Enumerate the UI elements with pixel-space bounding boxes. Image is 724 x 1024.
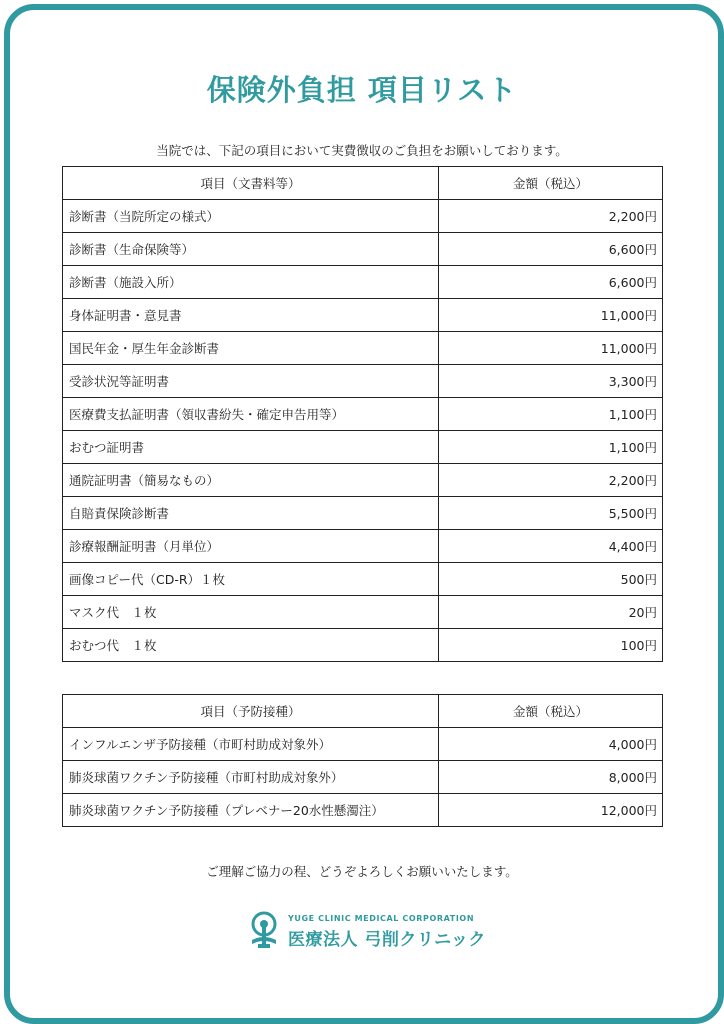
vaccine-table-body: [63, 728, 663, 827]
table-row: [63, 629, 663, 662]
fee-item-name: 医療費支払証明書（領収書紛失・確定申告用等）: [63, 398, 439, 431]
header-price: 金額（税込）: [439, 695, 663, 728]
table-row: [63, 761, 663, 794]
documents-table-body: [63, 200, 663, 662]
fee-item-name: おむつ代 １枚: [63, 629, 439, 662]
logo-english-name: YUGE CLINIC MEDICAL CORPORATION: [288, 914, 475, 923]
clinic-emblem-icon: [248, 910, 284, 950]
fee-item-name: 通院証明書（簡易なもの）: [63, 464, 439, 497]
table-header-row: [63, 695, 663, 728]
table-row: [63, 596, 663, 629]
table-row: [63, 563, 663, 596]
fee-amount: 11,000円: [439, 332, 663, 365]
table-row: [63, 200, 663, 233]
table-row: [63, 365, 663, 398]
fee-amount: 20円: [439, 596, 663, 629]
fee-amount: 100円: [439, 629, 663, 662]
table-row: [63, 431, 663, 464]
table-row: [63, 299, 663, 332]
page-title: 保険外負担 項目リスト: [206, 73, 518, 107]
fee-item-name: 肺炎球菌ワクチン予防接種（市町村助成対象外）: [63, 761, 439, 794]
table-row: [63, 497, 663, 530]
fee-item-name: 診断書（生命保険等）: [63, 233, 439, 266]
fee-item-name: 自賠責保険診断書: [63, 497, 439, 530]
fee-item-name: 診断書（施設入所）: [63, 266, 439, 299]
fee-amount: 6,600円: [439, 266, 663, 299]
header-item: 項目（文書料等）: [63, 167, 439, 200]
fee-amount: 6,600円: [439, 233, 663, 266]
table-row: [63, 266, 663, 299]
fee-amount: 11,000円: [439, 299, 663, 332]
fee-item-name: おむつ証明書: [63, 431, 439, 464]
fee-item-name: 診療報酬証明書（月単位）: [63, 530, 439, 563]
fee-amount: 8,000円: [439, 761, 663, 794]
fee-amount: 4,400円: [439, 530, 663, 563]
table-row: [63, 332, 663, 365]
fee-amount: 2,200円: [439, 200, 663, 233]
fee-item-name: 身体証明書・意見書: [63, 299, 439, 332]
fee-amount: 12,000円: [439, 794, 663, 827]
intro-text: 当院では、下記の項目において実費徴収のご負担をお願いしております。: [156, 143, 568, 158]
table-row: [63, 728, 663, 761]
fee-item-name: 画像コピー代（CD-R）１枚: [63, 563, 439, 596]
fee-item-name: 受診状況等証明書: [63, 365, 439, 398]
fee-item-name: 肺炎球菌ワクチン予防接種（プレベナー20水性懸濁注）: [63, 794, 439, 827]
fee-amount: 1,100円: [439, 431, 663, 464]
fee-amount: 500円: [439, 563, 663, 596]
fee-amount: 3,300円: [439, 365, 663, 398]
table-row: [63, 398, 663, 431]
fee-item-name: マスク代 １枚: [63, 596, 439, 629]
header-price: 金額（税込）: [439, 167, 663, 200]
table-row: [63, 530, 663, 563]
logo-japanese-name: 医療法人 弓削クリニック: [288, 930, 486, 950]
table-row: [63, 464, 663, 497]
table-row: [63, 233, 663, 266]
fee-amount: 4,000円: [439, 728, 663, 761]
fee-item-name: 診断書（当院所定の様式）: [63, 200, 439, 233]
documents-fee-table: [62, 166, 663, 662]
header-item: 項目（予防接種）: [63, 695, 439, 728]
clinic-logo: [248, 910, 488, 954]
vaccine-fee-table: [62, 694, 663, 827]
fee-amount: 1,100円: [439, 398, 663, 431]
fee-item-name: 国民年金・厚生年金診断書: [63, 332, 439, 365]
closing-text: ご理解ご協力の程、どうぞよろしくお願いいたします。: [206, 864, 518, 879]
table-header-row: [63, 167, 663, 200]
fee-amount: 2,200円: [439, 464, 663, 497]
table-row: [63, 794, 663, 827]
fee-item-name: インフルエンザ予防接種（市町村助成対象外）: [63, 728, 439, 761]
fee-amount: 5,500円: [439, 497, 663, 530]
